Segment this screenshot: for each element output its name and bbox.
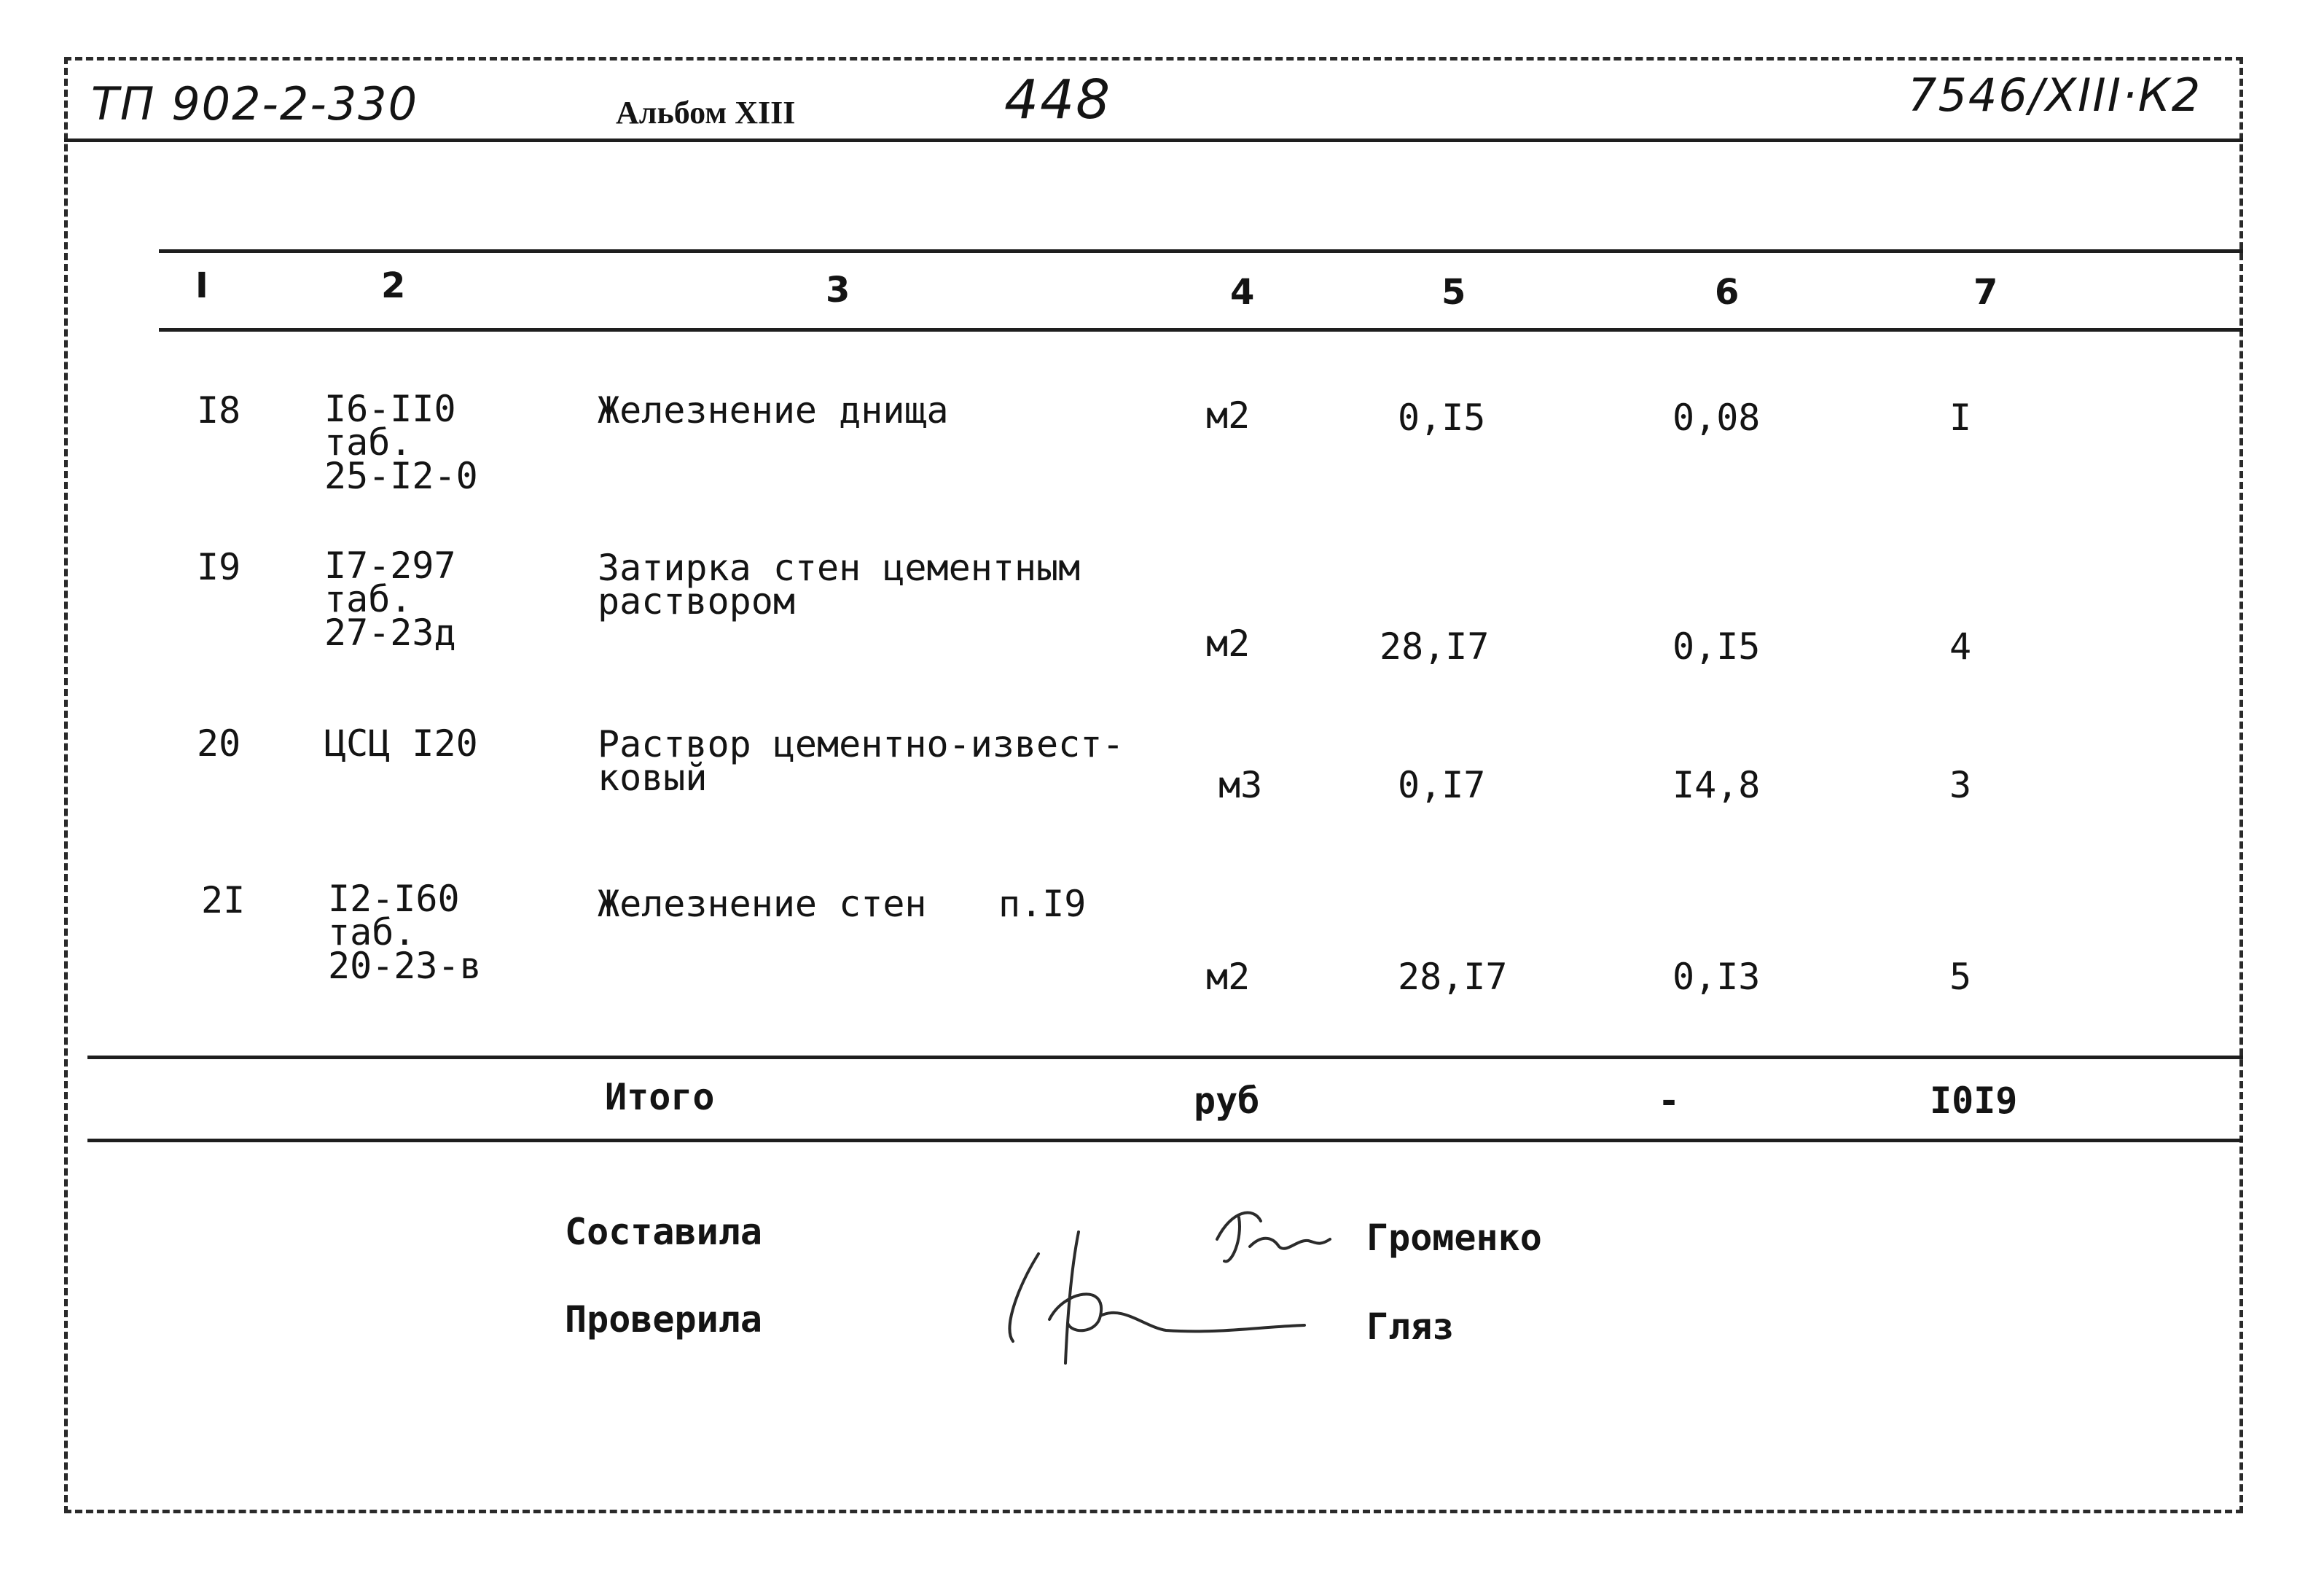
row-18-code-line: таб. — [324, 421, 412, 464]
compiled-label: Составила — [565, 1211, 762, 1253]
row-20-qty: 0,I7 — [1398, 764, 1486, 806]
summary-unit: руб — [1194, 1080, 1260, 1122]
row-19-name — [598, 547, 1081, 623]
row-21-code-line: таб. — [328, 911, 416, 953]
checked-name: Гляз — [1366, 1306, 1455, 1348]
row-20-price: I4,8 — [1672, 764, 1761, 806]
compiled-name: Громенко — [1366, 1217, 1542, 1259]
summary-top-rule — [87, 1056, 2243, 1059]
row-19-price: 0,I5 — [1672, 625, 1761, 668]
col-num-5: 5 — [1441, 272, 1466, 313]
row-21-qty: 28,I7 — [1398, 956, 1508, 998]
row-21-note: п.I9 — [998, 883, 1087, 925]
row-20-num: 20 — [197, 722, 241, 765]
row-21-num: 2I — [201, 879, 246, 921]
doc-code: ТП 902-2-330 — [91, 77, 419, 130]
row-19-num: I9 — [197, 546, 241, 588]
row-21-code-line: I2-I60 — [328, 878, 460, 920]
row-18-name: Железнение днища — [598, 389, 949, 432]
summary-bottom-rule — [87, 1139, 2243, 1142]
row-19-unit: м2 — [1206, 623, 1251, 665]
row-20-total: 3 — [1949, 764, 1972, 806]
page-number: 448 — [1004, 69, 1112, 131]
album-label: Альбом XIII — [616, 95, 796, 130]
row-19-code-line: таб. — [324, 578, 412, 620]
row-18-price: 0,08 — [1672, 397, 1761, 439]
row-19-name-line: Затирка стен цементным — [598, 547, 1081, 589]
row-18-num: I8 — [197, 389, 241, 432]
col-num-4: 4 — [1230, 272, 1255, 313]
col-num-3: 3 — [826, 270, 850, 311]
row-19-code-line: I7-297 — [324, 545, 456, 587]
row-18-code-line: I6-II0 — [324, 388, 456, 430]
header-rule — [64, 139, 2243, 142]
row-20-unit: м3 — [1218, 764, 1263, 806]
col-num-2: 2 — [381, 265, 406, 306]
col-num-6: 6 — [1715, 272, 1740, 313]
row-21-unit: м2 — [1206, 956, 1251, 998]
row-18-code-line: 25-I2-0 — [324, 455, 478, 497]
checked-label: Проверила — [565, 1298, 762, 1341]
row-18-qty: 0,I5 — [1398, 397, 1486, 439]
ref-code: 7546/XIII·К2 — [1908, 69, 2202, 122]
row-19-name-line: раствором — [598, 580, 795, 623]
row-19-code — [324, 545, 456, 654]
row-21-price: 0,I3 — [1672, 956, 1761, 998]
row-19-total: 4 — [1949, 625, 1972, 668]
row-21-code — [328, 878, 482, 987]
row-20-name — [598, 723, 1124, 799]
row-19-qty: 28,I7 — [1380, 625, 1490, 668]
table-header-rule — [159, 328, 2243, 332]
col-num-1: I — [195, 265, 208, 306]
row-19-code-line: 27-23д — [324, 612, 456, 654]
row-21-code-line: 20-23-в — [328, 945, 482, 987]
row-20-name-line: Раствор цементно-извест- — [598, 723, 1124, 765]
row-21-name: Железнение стен — [598, 883, 927, 925]
checker-signature — [998, 1225, 1312, 1370]
row-20-name-line: ковый — [598, 757, 708, 799]
row-18-total: I — [1949, 397, 1972, 439]
summary-label: Итого — [605, 1076, 715, 1118]
table-top-rule — [159, 249, 2243, 253]
row-18-code — [324, 388, 478, 497]
summary-total: I0I9 — [1930, 1080, 2018, 1122]
row-18-unit: м2 — [1206, 394, 1251, 437]
row-20-code: ЦСЦ I20 — [324, 722, 478, 765]
row-21-total: 5 — [1949, 956, 1972, 998]
col-num-7: 7 — [1973, 272, 1998, 313]
summary-price: - — [1658, 1080, 1681, 1122]
